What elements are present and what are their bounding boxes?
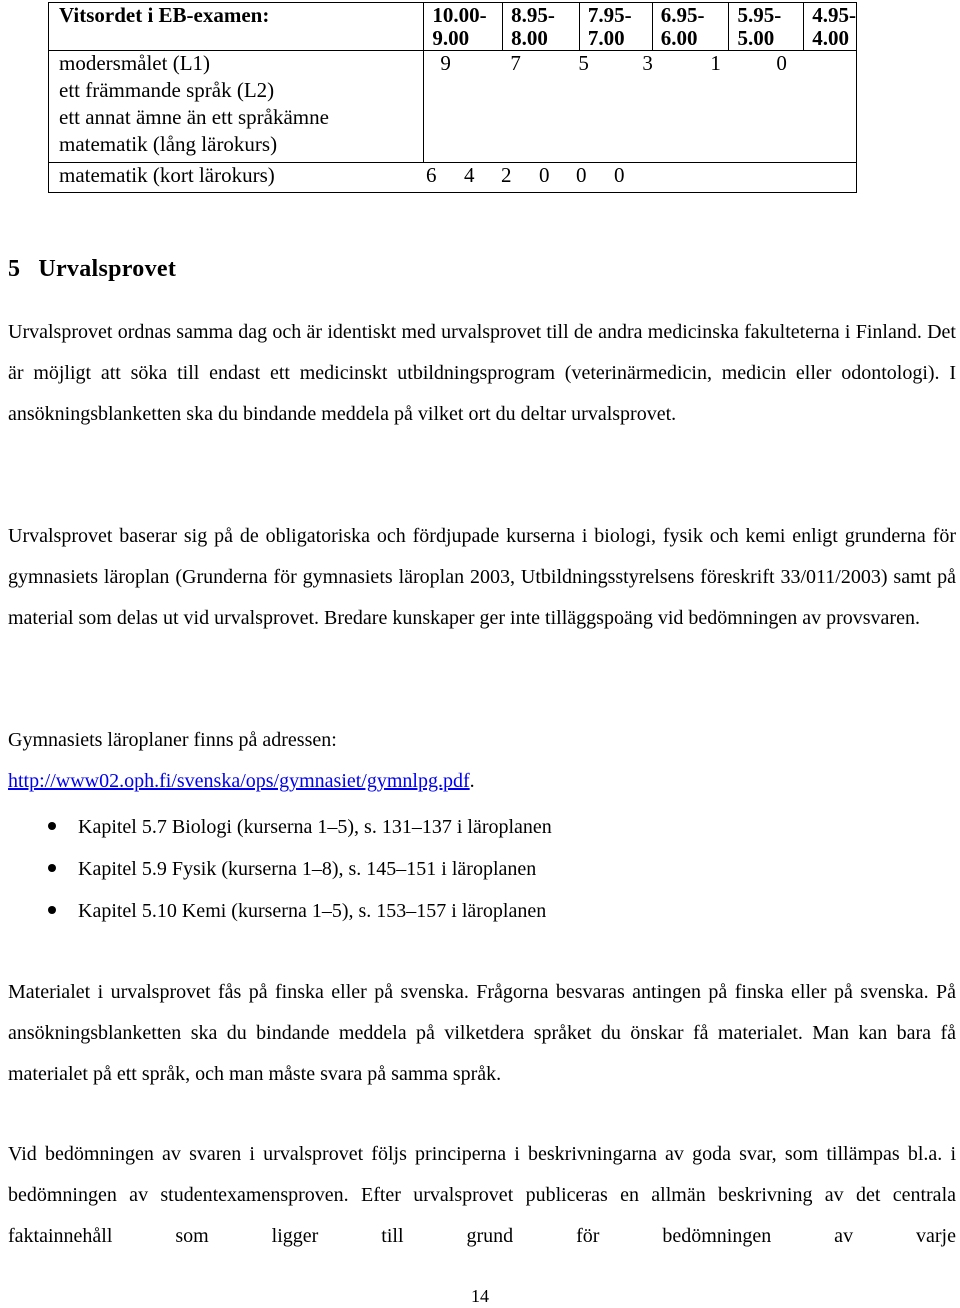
- table-header-row: [49, 3, 857, 51]
- table-row: [49, 51, 857, 163]
- list-item: [8, 890, 552, 932]
- bullet-icon: [48, 906, 56, 914]
- section-title: Urvalsprovet: [38, 256, 177, 282]
- subject-label: ett främmande språk (L2): [59, 78, 275, 102]
- table-header-label: Vitsordet i EB-examen:: [49, 3, 424, 51]
- range-header: 4.95- 4.00: [804, 3, 857, 51]
- bullet-icon: [48, 822, 56, 830]
- points-value: 0: [539, 163, 550, 187]
- grade-points-table: [48, 2, 857, 193]
- points-value: 5: [578, 51, 589, 75]
- paragraph-curriculum-address: [8, 720, 708, 802]
- section-number: 5: [8, 256, 21, 282]
- subject-label: matematik (kort lärokurs): [59, 163, 275, 187]
- group-points-cell: [424, 51, 857, 163]
- chapter-text: Kapitel 5.10 Kemi (kurserna 1–5), s. 153–157 i läroplanen: [78, 900, 547, 922]
- subject-label: ett annat ämne än ett språkämne: [59, 105, 329, 129]
- table-row: [49, 163, 857, 193]
- points-value: 3: [642, 51, 653, 75]
- paragraph-test-basis: Urvalsprovet baserar sig på de obligatoriska och fördjupade kurserna i biologi, fysik och kemi enligt grunderna för gymnasiets läroplan (Grunderna för gymnasiets läroplan 2003, Utbildningsstyrelsens föreskrift 33/011/2003) samt på material som delas ut vid urvalsprovet. Bredare kunskaper ger inte tilläggspoäng vid bedömningen av provsvaren.: [8, 525, 956, 629]
- list-item: [8, 848, 552, 890]
- paragraph-material-language: Materialet i urvalsprovet fås på finska eller på svenska. Frågorna besvaras antingen på finska eller på svenska. På ansökningsblanketten ska du bindande meddela på vilketdera språket du önskar få materialet. Man kan bara få materialet på ett språk, och man måste svara på samma språk.: [8, 981, 956, 1085]
- subject-group-cell: [49, 51, 424, 163]
- range-header: 8.95- 8.00: [503, 3, 580, 51]
- points-value: 9: [440, 51, 451, 75]
- page-number: 14: [471, 1286, 489, 1306]
- points-value: 6: [426, 163, 437, 187]
- paragraph-selection-test-info: Urvalsprovet ordnas samma dag och är identiskt med urvalsprovet till de andra medicinska fakulteterna i Finland. Det är möjligt att söka till endast ett medicinskt utbildningsprogram (veterinärmedicin, medicin eller odontologi). I ansökningsblanketten ska du bindande meddela på vilket ort du deltar urvalsprovet.: [8, 321, 956, 425]
- bullet-icon: [48, 864, 56, 872]
- paragraph-assessment: Vid bedömningen av svaren i urvalsprovet följs principerna i beskrivningarna av goda svar, som tillämpas bl.a. i bedömningen av studentexamensproven. Efter urvalsprovet publiceras en allmän beskrivning av det centrala faktainnehåll som ligger till grund för bedömningen av varje: [8, 1143, 956, 1247]
- points-value: 4: [464, 163, 475, 187]
- chapter-text: Kapitel 5.9 Fysik (kurserna 1–8), s. 145–151 i läroplanen: [78, 858, 537, 880]
- range-header: 5.95- 5.00: [729, 3, 804, 51]
- points-value: 0: [614, 163, 625, 187]
- curriculum-link[interactable]: http://www02.oph.fi/svenska/ops/gymnasiet/gymnlpg.pdf: [8, 770, 470, 792]
- list-item: [8, 806, 552, 848]
- short-math-row-cell: [49, 163, 857, 193]
- range-header: 7.95- 7.00: [579, 3, 652, 51]
- chapter-list: [8, 806, 552, 932]
- points-value: 7: [510, 51, 521, 75]
- range-header: 10.00- 9.00: [424, 3, 503, 51]
- points-value: 1: [710, 51, 721, 75]
- section-heading: [8, 256, 176, 283]
- range-header: 6.95- 6.00: [652, 3, 729, 51]
- points-value: 0: [576, 163, 587, 187]
- curriculum-intro: Gymnasiets läroplaner finns på adressen:: [8, 729, 337, 751]
- link-suffix: .: [469, 770, 475, 792]
- points-value: 0: [776, 51, 787, 75]
- points-value: 2: [501, 163, 512, 187]
- subject-label: matematik (lång lärokurs): [59, 132, 278, 156]
- chapter-text: Kapitel 5.7 Biologi (kurserna 1–5), s. 131–137 i läroplanen: [78, 816, 552, 838]
- subject-label: modersmålet (L1): [59, 51, 211, 75]
